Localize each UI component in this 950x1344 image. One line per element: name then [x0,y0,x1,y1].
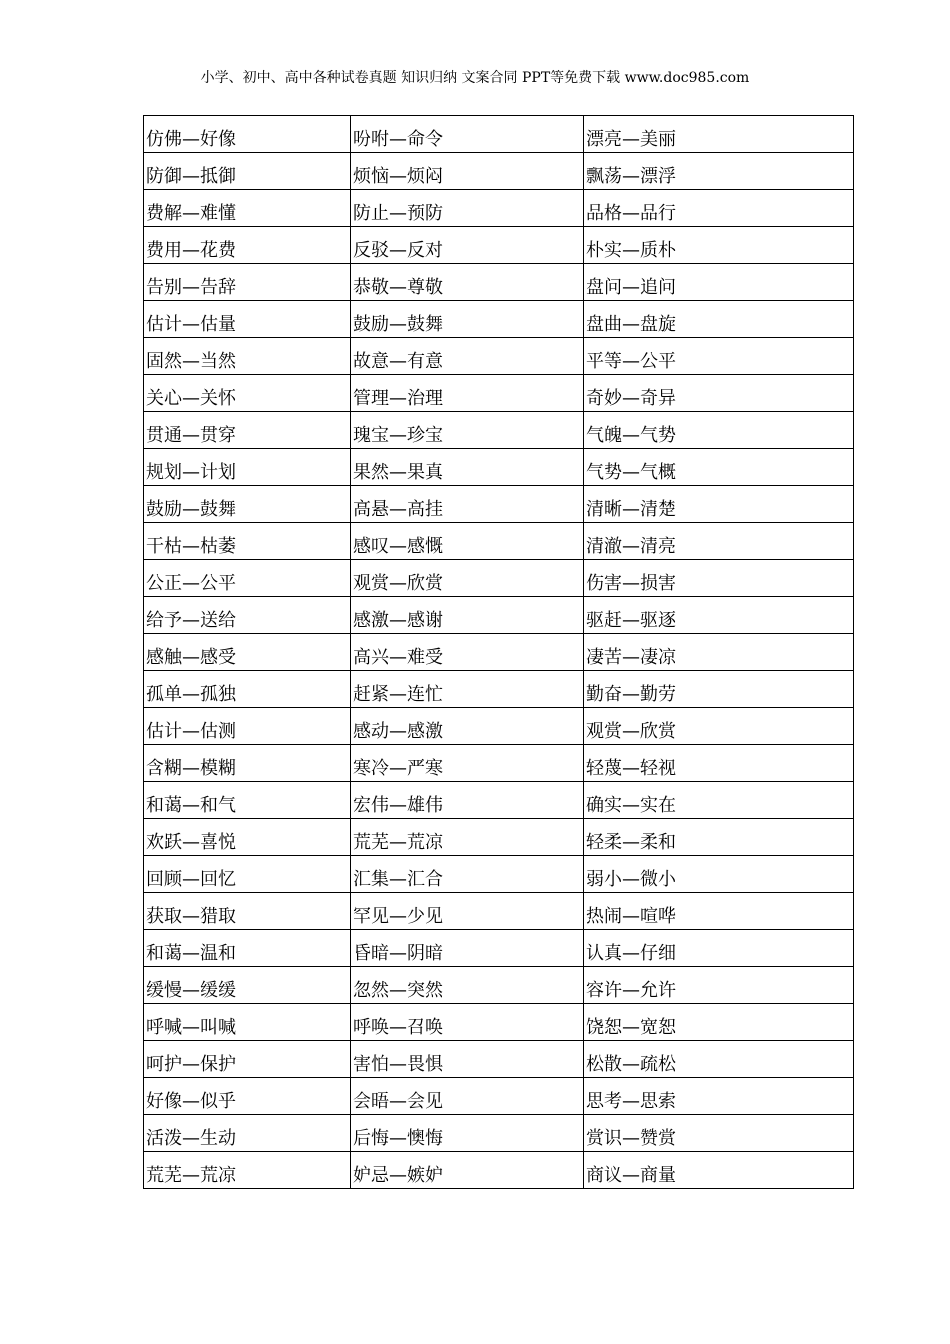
synonym-pair-cell: 恭敬—尊敬 [351,264,584,301]
table-row [144,782,854,819]
table-row [144,449,854,486]
table-row [144,523,854,560]
synonym-pair-cell: 感触—感受 [144,634,351,671]
synonym-pair-cell: 获取—猎取 [144,893,351,930]
synonym-pair-cell: 气魄—气势 [584,412,854,449]
synonym-pair-cell: 含糊—模糊 [144,745,351,782]
synonym-pair-cell: 忽然—突然 [351,967,584,1004]
synonym-pair-cell: 好像—似乎 [144,1078,351,1115]
table-row [144,486,854,523]
synonym-pair-cell: 呵护—保护 [144,1041,351,1078]
synonym-pair-cell: 故意—有意 [351,338,584,375]
synonym-pair-cell: 防止—预防 [351,190,584,227]
synonym-pair-cell: 瑰宝—珍宝 [351,412,584,449]
table-row [144,153,854,190]
synonym-pair-cell: 回顾—回忆 [144,856,351,893]
table-row [144,856,854,893]
synonym-pair-cell: 果然—果真 [351,449,584,486]
synonym-pair-cell: 公正—公平 [144,560,351,597]
synonym-table-container [143,115,853,1189]
synonym-pair-cell: 高兴—难受 [351,634,584,671]
synonym-pair-cell: 呼喊—叫喊 [144,1004,351,1041]
table-row [144,1041,854,1078]
synonym-pair-cell: 赏识—赞赏 [584,1115,854,1152]
synonym-pair-cell: 吩咐—命令 [351,116,584,153]
synonym-pair-cell: 飘荡—漂浮 [584,153,854,190]
synonym-pair-cell: 反驳—反对 [351,227,584,264]
table-row [144,819,854,856]
synonym-pair-cell: 弱小—微小 [584,856,854,893]
synonym-table [143,115,854,1189]
synonym-pair-cell: 昏暗—阴暗 [351,930,584,967]
synonym-pair-cell: 给予—送给 [144,597,351,634]
synonym-pair-cell: 和蔼—和气 [144,782,351,819]
synonym-pair-cell: 盘曲—盘旋 [584,301,854,338]
synonym-pair-cell: 轻蔑—轻视 [584,745,854,782]
synonym-pair-cell: 朴实—质朴 [584,227,854,264]
synonym-pair-cell: 驱赶—驱逐 [584,597,854,634]
synonym-pair-cell: 后悔—懊悔 [351,1115,584,1152]
synonym-pair-cell: 规划—计划 [144,449,351,486]
table-row [144,634,854,671]
synonym-table-body [144,116,854,1189]
synonym-pair-cell: 勤奋—勤劳 [584,671,854,708]
synonym-pair-cell: 呼唤—召唤 [351,1004,584,1041]
table-row [144,708,854,745]
table-row [144,412,854,449]
synonym-pair-cell: 告别—告辞 [144,264,351,301]
table-row [144,1152,854,1189]
synonym-pair-cell: 轻柔—柔和 [584,819,854,856]
synonym-pair-cell: 赶紧—连忙 [351,671,584,708]
synonym-pair-cell: 妒忌—嫉妒 [351,1152,584,1189]
table-row [144,227,854,264]
table-row [144,967,854,1004]
synonym-pair-cell: 思考—思索 [584,1078,854,1115]
synonym-pair-cell: 伤害—损害 [584,560,854,597]
synonym-pair-cell: 会晤—会见 [351,1078,584,1115]
synonym-pair-cell: 清晰—清楚 [584,486,854,523]
synonym-pair-cell: 感叹—感慨 [351,523,584,560]
synonym-pair-cell: 荒芜—荒凉 [144,1152,351,1189]
synonym-pair-cell: 烦恼—烦闷 [351,153,584,190]
synonym-pair-cell: 防御—抵御 [144,153,351,190]
table-row [144,1004,854,1041]
synonym-pair-cell: 欢跃—喜悦 [144,819,351,856]
synonym-pair-cell: 松散—疏松 [584,1041,854,1078]
synonym-pair-cell: 容许—允许 [584,967,854,1004]
synonym-pair-cell: 费解—难懂 [144,190,351,227]
synonym-pair-cell: 孤单—孤独 [144,671,351,708]
synonym-pair-cell: 奇妙—奇异 [584,375,854,412]
synonym-pair-cell: 清澈—清亮 [584,523,854,560]
synonym-pair-cell: 仿佛—好像 [144,116,351,153]
synonym-pair-cell: 平等—公平 [584,338,854,375]
synonym-pair-cell: 贯通—贯穿 [144,412,351,449]
synonym-pair-cell: 害怕—畏惧 [351,1041,584,1078]
synonym-pair-cell: 汇集—汇合 [351,856,584,893]
table-row [144,745,854,782]
table-row [144,1078,854,1115]
synonym-pair-cell: 认真—仔细 [584,930,854,967]
table-row [144,930,854,967]
synonym-pair-cell: 荒芜—荒凉 [351,819,584,856]
table-row [144,190,854,227]
synonym-pair-cell: 和蔼—温和 [144,930,351,967]
synonym-pair-cell: 鼓励—鼓舞 [351,301,584,338]
synonym-pair-cell: 感动—感激 [351,708,584,745]
synonym-pair-cell: 寒冷—严寒 [351,745,584,782]
synonym-pair-cell: 宏伟—雄伟 [351,782,584,819]
table-row [144,560,854,597]
table-row [144,893,854,930]
synonym-pair-cell: 商议—商量 [584,1152,854,1189]
synonym-pair-cell: 缓慢—缓缓 [144,967,351,1004]
table-row [144,1115,854,1152]
table-row [144,264,854,301]
synonym-pair-cell: 凄苦—凄凉 [584,634,854,671]
synonym-pair-cell: 鼓励—鼓舞 [144,486,351,523]
table-row [144,338,854,375]
synonym-pair-cell: 品格—品行 [584,190,854,227]
synonym-pair-cell: 确实—实在 [584,782,854,819]
table-row [144,671,854,708]
synonym-pair-cell: 罕见—少见 [351,893,584,930]
synonym-pair-cell: 高悬—高挂 [351,486,584,523]
synonym-pair-cell: 固然—当然 [144,338,351,375]
synonym-pair-cell: 管理—治理 [351,375,584,412]
table-row [144,597,854,634]
page-header: 小学、初中、高中各种试卷真题 知识归纳 文案合同 PPT等免费下载 www.doc985.com [200,70,750,86]
synonym-pair-cell: 盘问—追问 [584,264,854,301]
synonym-pair-cell: 关心—关怀 [144,375,351,412]
synonym-pair-cell: 漂亮—美丽 [584,116,854,153]
table-row [144,301,854,338]
synonym-pair-cell: 感激—感谢 [351,597,584,634]
synonym-pair-cell: 活泼—生动 [144,1115,351,1152]
synonym-pair-cell: 饶恕—宽恕 [584,1004,854,1041]
synonym-pair-cell: 热闹—喧哗 [584,893,854,930]
synonym-pair-cell: 观赏—欣赏 [584,708,854,745]
table-row [144,375,854,412]
synonym-pair-cell: 估计—估测 [144,708,351,745]
synonym-pair-cell: 估计—估量 [144,301,351,338]
synonym-pair-cell: 气势—气概 [584,449,854,486]
synonym-pair-cell: 干枯—枯萎 [144,523,351,560]
synonym-pair-cell: 观赏—欣赏 [351,560,584,597]
synonym-pair-cell: 费用—花费 [144,227,351,264]
table-row [144,116,854,153]
